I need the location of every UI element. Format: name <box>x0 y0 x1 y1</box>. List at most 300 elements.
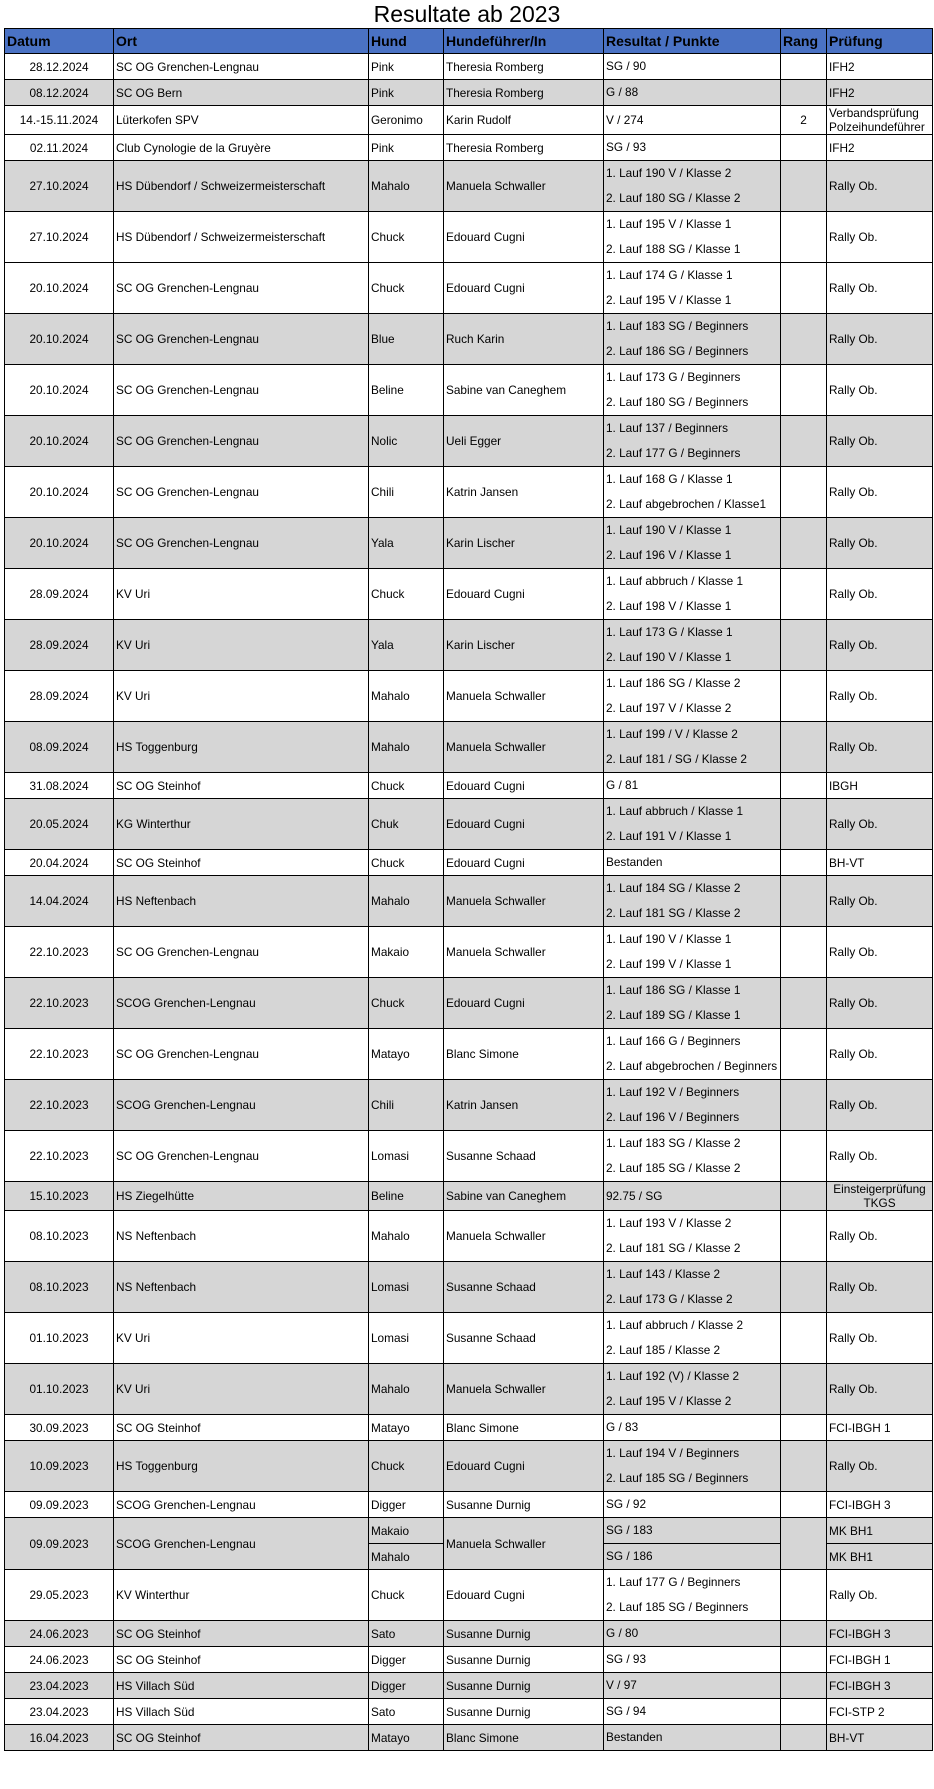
cell-ort: SC OG Steinhof <box>114 1725 369 1751</box>
cell-ort: SCOG Grenchen-Lengnau <box>114 978 369 1029</box>
cell-datum: 28.09.2024 <box>5 671 114 722</box>
cell-rang <box>781 927 827 978</box>
result-line: 2. Lauf 197 V / Klasse 2 <box>606 701 732 715</box>
cell-rang <box>781 135 827 161</box>
cell-rang <box>781 850 827 876</box>
cell-resultat <box>604 263 781 314</box>
cell-resultat <box>604 1725 781 1751</box>
cell-resultat <box>604 54 781 80</box>
cell-ort: SC OG Grenchen-Lengnau <box>114 1131 369 1182</box>
cell-pruefung: Rally Ob. <box>827 671 933 722</box>
cell-ort: HS Villach Süd <box>114 1699 369 1725</box>
result-line: 1. Lauf abbruch / Klasse 2 <box>606 1318 744 1332</box>
cell-hund: Mahalo <box>369 161 444 212</box>
cell-rang <box>781 1647 827 1673</box>
result-line: 1. Lauf 192 (V) / Klasse 2 <box>606 1369 740 1383</box>
result-line: V / 274 <box>606 112 644 127</box>
table-row <box>5 799 933 850</box>
cell-rang <box>781 263 827 314</box>
table-row <box>5 1131 933 1182</box>
cell-rang <box>781 1441 827 1492</box>
result-line: G / 81 <box>606 778 639 792</box>
cell-pruefung: Rally Ob. <box>827 212 933 263</box>
cell-pruefung: Rally Ob. <box>827 314 933 365</box>
cell-hund: Chuck <box>369 978 444 1029</box>
cell-rang <box>781 671 827 722</box>
header-row <box>5 29 933 54</box>
result-line: 2. Lauf 181 SG / Klasse 2 <box>606 906 741 920</box>
cell-datum: 10.09.2023 <box>5 1441 114 1492</box>
cell-pruefung: IBGH <box>827 773 933 799</box>
cell-hund: Makaio <box>369 1518 444 1544</box>
result-line: 2. Lauf 196 V / Klasse 1 <box>606 548 732 562</box>
result-line: 1. Lauf 183 SG / Klasse 2 <box>606 1136 741 1150</box>
table-row <box>5 467 933 518</box>
cell-datum: 20.10.2024 <box>5 518 114 569</box>
cell-ort: HS Toggenburg <box>114 722 369 773</box>
cell-hund: Geronimo <box>369 106 444 135</box>
cell-resultat <box>604 416 781 467</box>
cell-rang <box>781 365 827 416</box>
cell-ort: SC OG Grenchen-Lengnau <box>114 467 369 518</box>
cell-datum: 09.09.2023 <box>5 1492 114 1518</box>
cell-pruefung: IFH2 <box>827 135 933 161</box>
table-row <box>5 1029 933 1080</box>
result-line: 2. Lauf 195 V / Klasse 2 <box>606 1394 732 1408</box>
cell-hundefuehrer: Susanne Schaad <box>444 1262 604 1313</box>
cell-resultat <box>604 569 781 620</box>
result-line: 1. Lauf 173 G / Beginners <box>606 370 741 384</box>
table-row <box>5 569 933 620</box>
cell-hundefuehrer: Manuela Schwaller <box>444 927 604 978</box>
cell-datum: 16.04.2023 <box>5 1725 114 1751</box>
cell-rang <box>781 799 827 850</box>
result-line: 1. Lauf 195 V / Klasse 1 <box>606 217 732 231</box>
cell-hundefuehrer: Manuela Schwaller <box>444 1364 604 1415</box>
cell-datum: 31.08.2024 <box>5 773 114 799</box>
cell-datum: 22.10.2023 <box>5 1131 114 1182</box>
cell-hundefuehrer: Sabine van Caneghem <box>444 365 604 416</box>
cell-hund: Makaio <box>369 927 444 978</box>
cell-hund: Mahalo <box>369 1211 444 1262</box>
cell-pruefung: FCI-STP 2 <box>827 1699 933 1725</box>
table-row <box>5 365 933 416</box>
cell-ort: HS Neftenbach <box>114 876 369 927</box>
cell-rang <box>781 314 827 365</box>
cell-resultat <box>604 365 781 416</box>
cell-datum: 20.10.2024 <box>5 314 114 365</box>
cell-ort: SC OG Grenchen-Lengnau <box>114 927 369 978</box>
result-line: SG / 183 <box>606 1523 653 1537</box>
cell-datum: 23.04.2023 <box>5 1673 114 1699</box>
cell-resultat <box>604 1211 781 1262</box>
cell-datum: 27.10.2024 <box>5 212 114 263</box>
cell-ort: KV Uri <box>114 1313 369 1364</box>
cell-hund: Blue <box>369 314 444 365</box>
cell-hund: Pink <box>369 80 444 106</box>
cell-hund: Chuck <box>369 569 444 620</box>
cell-hundefuehrer: Theresia Romberg <box>444 54 604 80</box>
cell-hundefuehrer: Blanc Simone <box>444 1029 604 1080</box>
cell-datum: 22.10.2023 <box>5 978 114 1029</box>
result-line: SG / 90 <box>606 59 646 73</box>
cell-ort: SC OG Grenchen-Lengnau <box>114 365 369 416</box>
cell-pruefung: FCI-IBGH 3 <box>827 1621 933 1647</box>
cell-hund: Mahalo <box>369 722 444 773</box>
cell-resultat <box>604 1518 781 1544</box>
cell-hundefuehrer: Susanne Schaad <box>444 1131 604 1182</box>
cell-hund: Lomasi <box>369 1262 444 1313</box>
cell-hundefuehrer: Edouard Cugni <box>444 978 604 1029</box>
cell-datum: 14.04.2024 <box>5 876 114 927</box>
cell-hund: Matayo <box>369 1029 444 1080</box>
cell-hundefuehrer: Edouard Cugni <box>444 212 604 263</box>
cell-hund: Chuck <box>369 263 444 314</box>
cell-hund: Pink <box>369 54 444 80</box>
cell-hundefuehrer: Karin Lischer <box>444 518 604 569</box>
cell-rang <box>781 1262 827 1313</box>
result-line: SG / 94 <box>606 1704 646 1718</box>
result-line: 1. Lauf 186 SG / Klasse 2 <box>606 676 741 690</box>
cell-rang <box>781 1492 827 1518</box>
table-row <box>5 80 933 106</box>
cell-hund: Digger <box>369 1673 444 1699</box>
result-line: 2. Lauf 191 V / Klasse 1 <box>606 829 732 843</box>
cell-hund: Chuck <box>369 1441 444 1492</box>
cell-hundefuehrer: Susanne Schaad <box>444 1313 604 1364</box>
cell-resultat <box>604 671 781 722</box>
result-line: 2. Lauf 196 V / Beginners <box>606 1110 740 1124</box>
cell-datum: 23.04.2023 <box>5 1699 114 1725</box>
cell-rang <box>781 1313 827 1364</box>
cell-datum: 20.10.2024 <box>5 365 114 416</box>
cell-datum: 30.09.2023 <box>5 1415 114 1441</box>
cell-hundefuehrer: Edouard Cugni <box>444 799 604 850</box>
cell-rang <box>781 518 827 569</box>
result-line: 2. Lauf 180 SG / Klasse 2 <box>606 191 741 205</box>
cell-resultat <box>604 1699 781 1725</box>
cell-ort: HS Toggenburg <box>114 1441 369 1492</box>
cell-rang <box>781 1518 827 1570</box>
cell-hundefuehrer: Manuela Schwaller <box>444 1211 604 1262</box>
header-rang: Rang <box>781 29 827 54</box>
cell-hundefuehrer: Manuela Schwaller <box>444 876 604 927</box>
result-line: G / 80 <box>606 1626 639 1640</box>
table-row <box>5 1725 933 1751</box>
cell-resultat <box>604 850 781 876</box>
cell-pruefung: Rally Ob. <box>827 1029 933 1080</box>
cell-hund: Mahalo <box>369 1544 444 1570</box>
cell-hundefuehrer: Edouard Cugni <box>444 850 604 876</box>
table-row <box>5 1518 933 1544</box>
cell-resultat <box>604 1262 781 1313</box>
cell-resultat <box>604 1415 781 1441</box>
cell-hund: Nolic <box>369 416 444 467</box>
result-line: 2. Lauf 181 / SG / Klasse 2 <box>606 752 747 766</box>
cell-pruefung: Rally Ob. <box>827 365 933 416</box>
cell-rang <box>781 1673 827 1699</box>
cell-resultat <box>604 1131 781 1182</box>
cell-pruefung: Rally Ob. <box>827 978 933 1029</box>
cell-hund: Chuck <box>369 773 444 799</box>
cell-hundefuehrer: Katrin Jansen <box>444 1080 604 1131</box>
cell-resultat <box>604 1029 781 1080</box>
cell-pruefung: Rally Ob. <box>827 416 933 467</box>
cell-datum: 15.10.2023 <box>5 1182 114 1211</box>
cell-datum: 14.-15.11.2024 <box>5 106 114 135</box>
cell-resultat <box>604 467 781 518</box>
cell-ort: HS Dübendorf / Schweizermeisterschaft <box>114 212 369 263</box>
cell-pruefung: Rally Ob. <box>827 467 933 518</box>
result-line: 1. Lauf abbruch / Klasse 1 <box>606 574 744 588</box>
cell-rang <box>781 212 827 263</box>
result-line: 1. Lauf 137 / Beginners <box>606 421 728 435</box>
cell-datum: 22.10.2023 <box>5 1080 114 1131</box>
cell-datum: 20.04.2024 <box>5 850 114 876</box>
cell-datum: 24.06.2023 <box>5 1647 114 1673</box>
cell-pruefung: Rally Ob. <box>827 1313 933 1364</box>
cell-ort: HS Ziegelhütte <box>114 1182 369 1211</box>
result-line: SG / 186 <box>606 1549 653 1563</box>
table-row <box>5 135 933 161</box>
cell-hundefuehrer: Manuela Schwaller <box>444 1518 604 1570</box>
cell-hundefuehrer: Manuela Schwaller <box>444 671 604 722</box>
cell-datum: 08.10.2023 <box>5 1211 114 1262</box>
cell-resultat <box>604 518 781 569</box>
cell-pruefung: Rally Ob. <box>827 722 933 773</box>
result-line: 1. Lauf 199 / V / Klasse 2 <box>606 727 738 741</box>
cell-resultat <box>604 1364 781 1415</box>
cell-hundefuehrer: Karin Rudolf <box>444 106 604 135</box>
result-line: 2. Lauf 185 / Klasse 2 <box>606 1343 721 1357</box>
cell-datum: 22.10.2023 <box>5 1029 114 1080</box>
table-row <box>5 1080 933 1131</box>
cell-hund: Chuck <box>369 1570 444 1621</box>
cell-rang <box>781 54 827 80</box>
result-line: 1. Lauf 186 SG / Klasse 1 <box>606 983 741 997</box>
cell-rang <box>781 1725 827 1751</box>
cell-rang <box>781 1364 827 1415</box>
cell-pruefung: Rally Ob. <box>827 1131 933 1182</box>
cell-hund: Beline <box>369 1182 444 1211</box>
cell-resultat <box>604 1441 781 1492</box>
cell-rang <box>781 416 827 467</box>
result-line: 2. Lauf abgebrochen / Klasse1 <box>606 497 767 511</box>
result-line: 1. Lauf 193 V / Klasse 2 <box>606 1216 732 1230</box>
table-row <box>5 1313 933 1364</box>
cell-rang <box>781 876 827 927</box>
table-row <box>5 671 933 722</box>
cell-hund: Chuck <box>369 212 444 263</box>
result-line: 2. Lauf 180 SG / Beginners <box>606 395 749 409</box>
cell-resultat <box>604 978 781 1029</box>
cell-ort: SC OG Steinhof <box>114 773 369 799</box>
cell-ort: SC OG Grenchen-Lengnau <box>114 416 369 467</box>
cell-hund: Sato <box>369 1699 444 1725</box>
cell-pruefung: Rally Ob. <box>827 1080 933 1131</box>
cell-hundefuehrer: Edouard Cugni <box>444 263 604 314</box>
cell-resultat <box>604 1570 781 1621</box>
result-line: 1. Lauf 166 G / Beginners <box>606 1034 741 1048</box>
cell-pruefung: FCI-IBGH 3 <box>827 1492 933 1518</box>
cell-hund: Yala <box>369 620 444 671</box>
result-line: 2. Lauf 188 SG / Klasse 1 <box>606 242 741 256</box>
header-pruefung: Prüfung <box>827 29 933 54</box>
cell-hund: Sato <box>369 1621 444 1647</box>
table-row <box>5 416 933 467</box>
cell-resultat <box>604 773 781 799</box>
cell-resultat <box>604 799 781 850</box>
result-line: 1. Lauf 194 V / Beginners <box>606 1446 740 1460</box>
cell-hundefuehrer: Susanne Durnig <box>444 1673 604 1699</box>
cell-rang <box>781 1621 827 1647</box>
cell-pruefung: FCI-IBGH 1 <box>827 1647 933 1673</box>
cell-pruefung: Rally Ob. <box>827 1364 933 1415</box>
table-row <box>5 722 933 773</box>
table-row <box>5 54 933 80</box>
cell-datum: 20.05.2024 <box>5 799 114 850</box>
result-line: 2. Lauf abgebrochen / Beginners <box>606 1059 778 1073</box>
cell-ort: SCOG Grenchen-Lengnau <box>114 1518 369 1570</box>
cell-datum: 08.12.2024 <box>5 80 114 106</box>
cell-pruefung: Rally Ob. <box>827 1441 933 1492</box>
cell-resultat <box>604 876 781 927</box>
table-row <box>5 1621 933 1647</box>
result-line: SG / 92 <box>606 1497 646 1511</box>
cell-hund: Beline <box>369 365 444 416</box>
cell-ort: KV Uri <box>114 1364 369 1415</box>
cell-pruefung: Rally Ob. <box>827 799 933 850</box>
result-line: 1. Lauf abbruch / Klasse 1 <box>606 804 744 818</box>
result-line: Bestanden <box>606 855 663 869</box>
result-line: G / 83 <box>606 1420 639 1434</box>
cell-rang <box>781 620 827 671</box>
table-row <box>5 1211 933 1262</box>
table-row <box>5 1415 933 1441</box>
cell-pruefung: Rally Ob. <box>827 569 933 620</box>
cell-hundefuehrer: Manuela Schwaller <box>444 722 604 773</box>
cell-resultat <box>604 927 781 978</box>
result-line: 2. Lauf 177 G / Beginners <box>606 446 741 460</box>
result-line: 2. Lauf 190 V / Klasse 1 <box>606 650 732 664</box>
header-datum: Datum <box>5 29 114 54</box>
table-row <box>5 263 933 314</box>
cell-pruefung: FCI-IBGH 3 <box>827 1673 933 1699</box>
cell-rang <box>781 1080 827 1131</box>
results-table <box>4 28 933 1751</box>
table-row <box>5 1364 933 1415</box>
cell-hund: Yala <box>369 518 444 569</box>
cell-rang <box>781 1211 827 1262</box>
result-line: SG / 93 <box>606 140 646 154</box>
cell-hundefuehrer: Theresia Romberg <box>444 135 604 161</box>
cell-hundefuehrer: Edouard Cugni <box>444 569 604 620</box>
table-row <box>5 106 933 135</box>
table-row <box>5 1441 933 1492</box>
cell-hund: Chuck <box>369 850 444 876</box>
cell-ort: SC OG Bern <box>114 80 369 106</box>
table-row <box>5 212 933 263</box>
cell-pruefung: MK BH1 <box>827 1544 933 1570</box>
result-line: 1. Lauf 168 G / Klasse 1 <box>606 472 733 486</box>
result-line: 1. Lauf 184 SG / Klasse 2 <box>606 881 741 895</box>
cell-resultat <box>604 722 781 773</box>
cell-rang <box>781 1029 827 1080</box>
cell-rang <box>781 569 827 620</box>
cell-resultat <box>604 1647 781 1673</box>
result-line: 1. Lauf 143 / Klasse 2 <box>606 1267 721 1281</box>
cell-ort: SC OG Steinhof <box>114 1415 369 1441</box>
cell-ort: KV Uri <box>114 671 369 722</box>
cell-ort: NS Neftenbach <box>114 1211 369 1262</box>
result-line: 92.75 / SG <box>606 1188 663 1203</box>
table-row <box>5 1492 933 1518</box>
table-row <box>5 518 933 569</box>
result-line: 2. Lauf 185 SG / Beginners <box>606 1600 749 1614</box>
cell-ort: SC OG Grenchen-Lengnau <box>114 263 369 314</box>
cell-pruefung: Rally Ob. <box>827 620 933 671</box>
table-row <box>5 1262 933 1313</box>
table-row <box>5 1673 933 1699</box>
cell-ort: HS Dübendorf / Schweizermeisterschaft <box>114 161 369 212</box>
cell-resultat <box>604 106 781 135</box>
cell-ort: KG Winterthur <box>114 799 369 850</box>
result-line: 2. Lauf 181 SG / Klasse 2 <box>606 1241 741 1255</box>
cell-datum: 02.11.2024 <box>5 135 114 161</box>
cell-pruefung: Rally Ob. <box>827 1262 933 1313</box>
cell-datum: 22.10.2023 <box>5 927 114 978</box>
cell-resultat <box>604 314 781 365</box>
cell-pruefung: Rally Ob. <box>827 876 933 927</box>
cell-hundefuehrer: Susanne Durnig <box>444 1699 604 1725</box>
table-row <box>5 1570 933 1621</box>
cell-hundefuehrer: Karin Lischer <box>444 620 604 671</box>
cell-hundefuehrer: Edouard Cugni <box>444 1441 604 1492</box>
cell-ort: Lüterkofen SPV <box>114 106 369 135</box>
result-line: 1. Lauf 190 V / Klasse 1 <box>606 932 732 946</box>
cell-datum: 09.09.2023 <box>5 1518 114 1570</box>
cell-resultat <box>604 1621 781 1647</box>
cell-ort: SCOG Grenchen-Lengnau <box>114 1492 369 1518</box>
cell-hundefuehrer: Susanne Durnig <box>444 1621 604 1647</box>
result-line: 2. Lauf 173 G / Klasse 2 <box>606 1292 733 1306</box>
cell-hundefuehrer: Edouard Cugni <box>444 773 604 799</box>
result-line: SG / 93 <box>606 1652 646 1666</box>
cell-hund: Chuk <box>369 799 444 850</box>
result-line: 1. Lauf 190 V / Klasse 1 <box>606 523 732 537</box>
cell-ort: SC OG Steinhof <box>114 1621 369 1647</box>
cell-ort: SC OG Grenchen-Lengnau <box>114 518 369 569</box>
cell-pruefung: MK BH1 <box>827 1518 933 1544</box>
cell-pruefung: FCI-IBGH 1 <box>827 1415 933 1441</box>
cell-pruefung: BH-VT <box>827 850 933 876</box>
cell-resultat <box>604 80 781 106</box>
cell-ort: NS Neftenbach <box>114 1262 369 1313</box>
cell-rang <box>781 1131 827 1182</box>
cell-pruefung: IFH2 <box>827 80 933 106</box>
result-line: 2. Lauf 186 SG / Beginners <box>606 344 749 358</box>
table-row <box>5 850 933 876</box>
cell-datum: 20.10.2024 <box>5 467 114 518</box>
cell-pruefung: BH-VT <box>827 1725 933 1751</box>
cell-resultat <box>604 161 781 212</box>
cell-datum: 08.09.2024 <box>5 722 114 773</box>
cell-pruefung: Einsteigerprüfung TKGS <box>827 1182 933 1211</box>
cell-datum: 28.12.2024 <box>5 54 114 80</box>
cell-datum: 29.05.2023 <box>5 1570 114 1621</box>
cell-ort: Club Cynologie de la Gruyère <box>114 135 369 161</box>
cell-rang <box>781 1699 827 1725</box>
